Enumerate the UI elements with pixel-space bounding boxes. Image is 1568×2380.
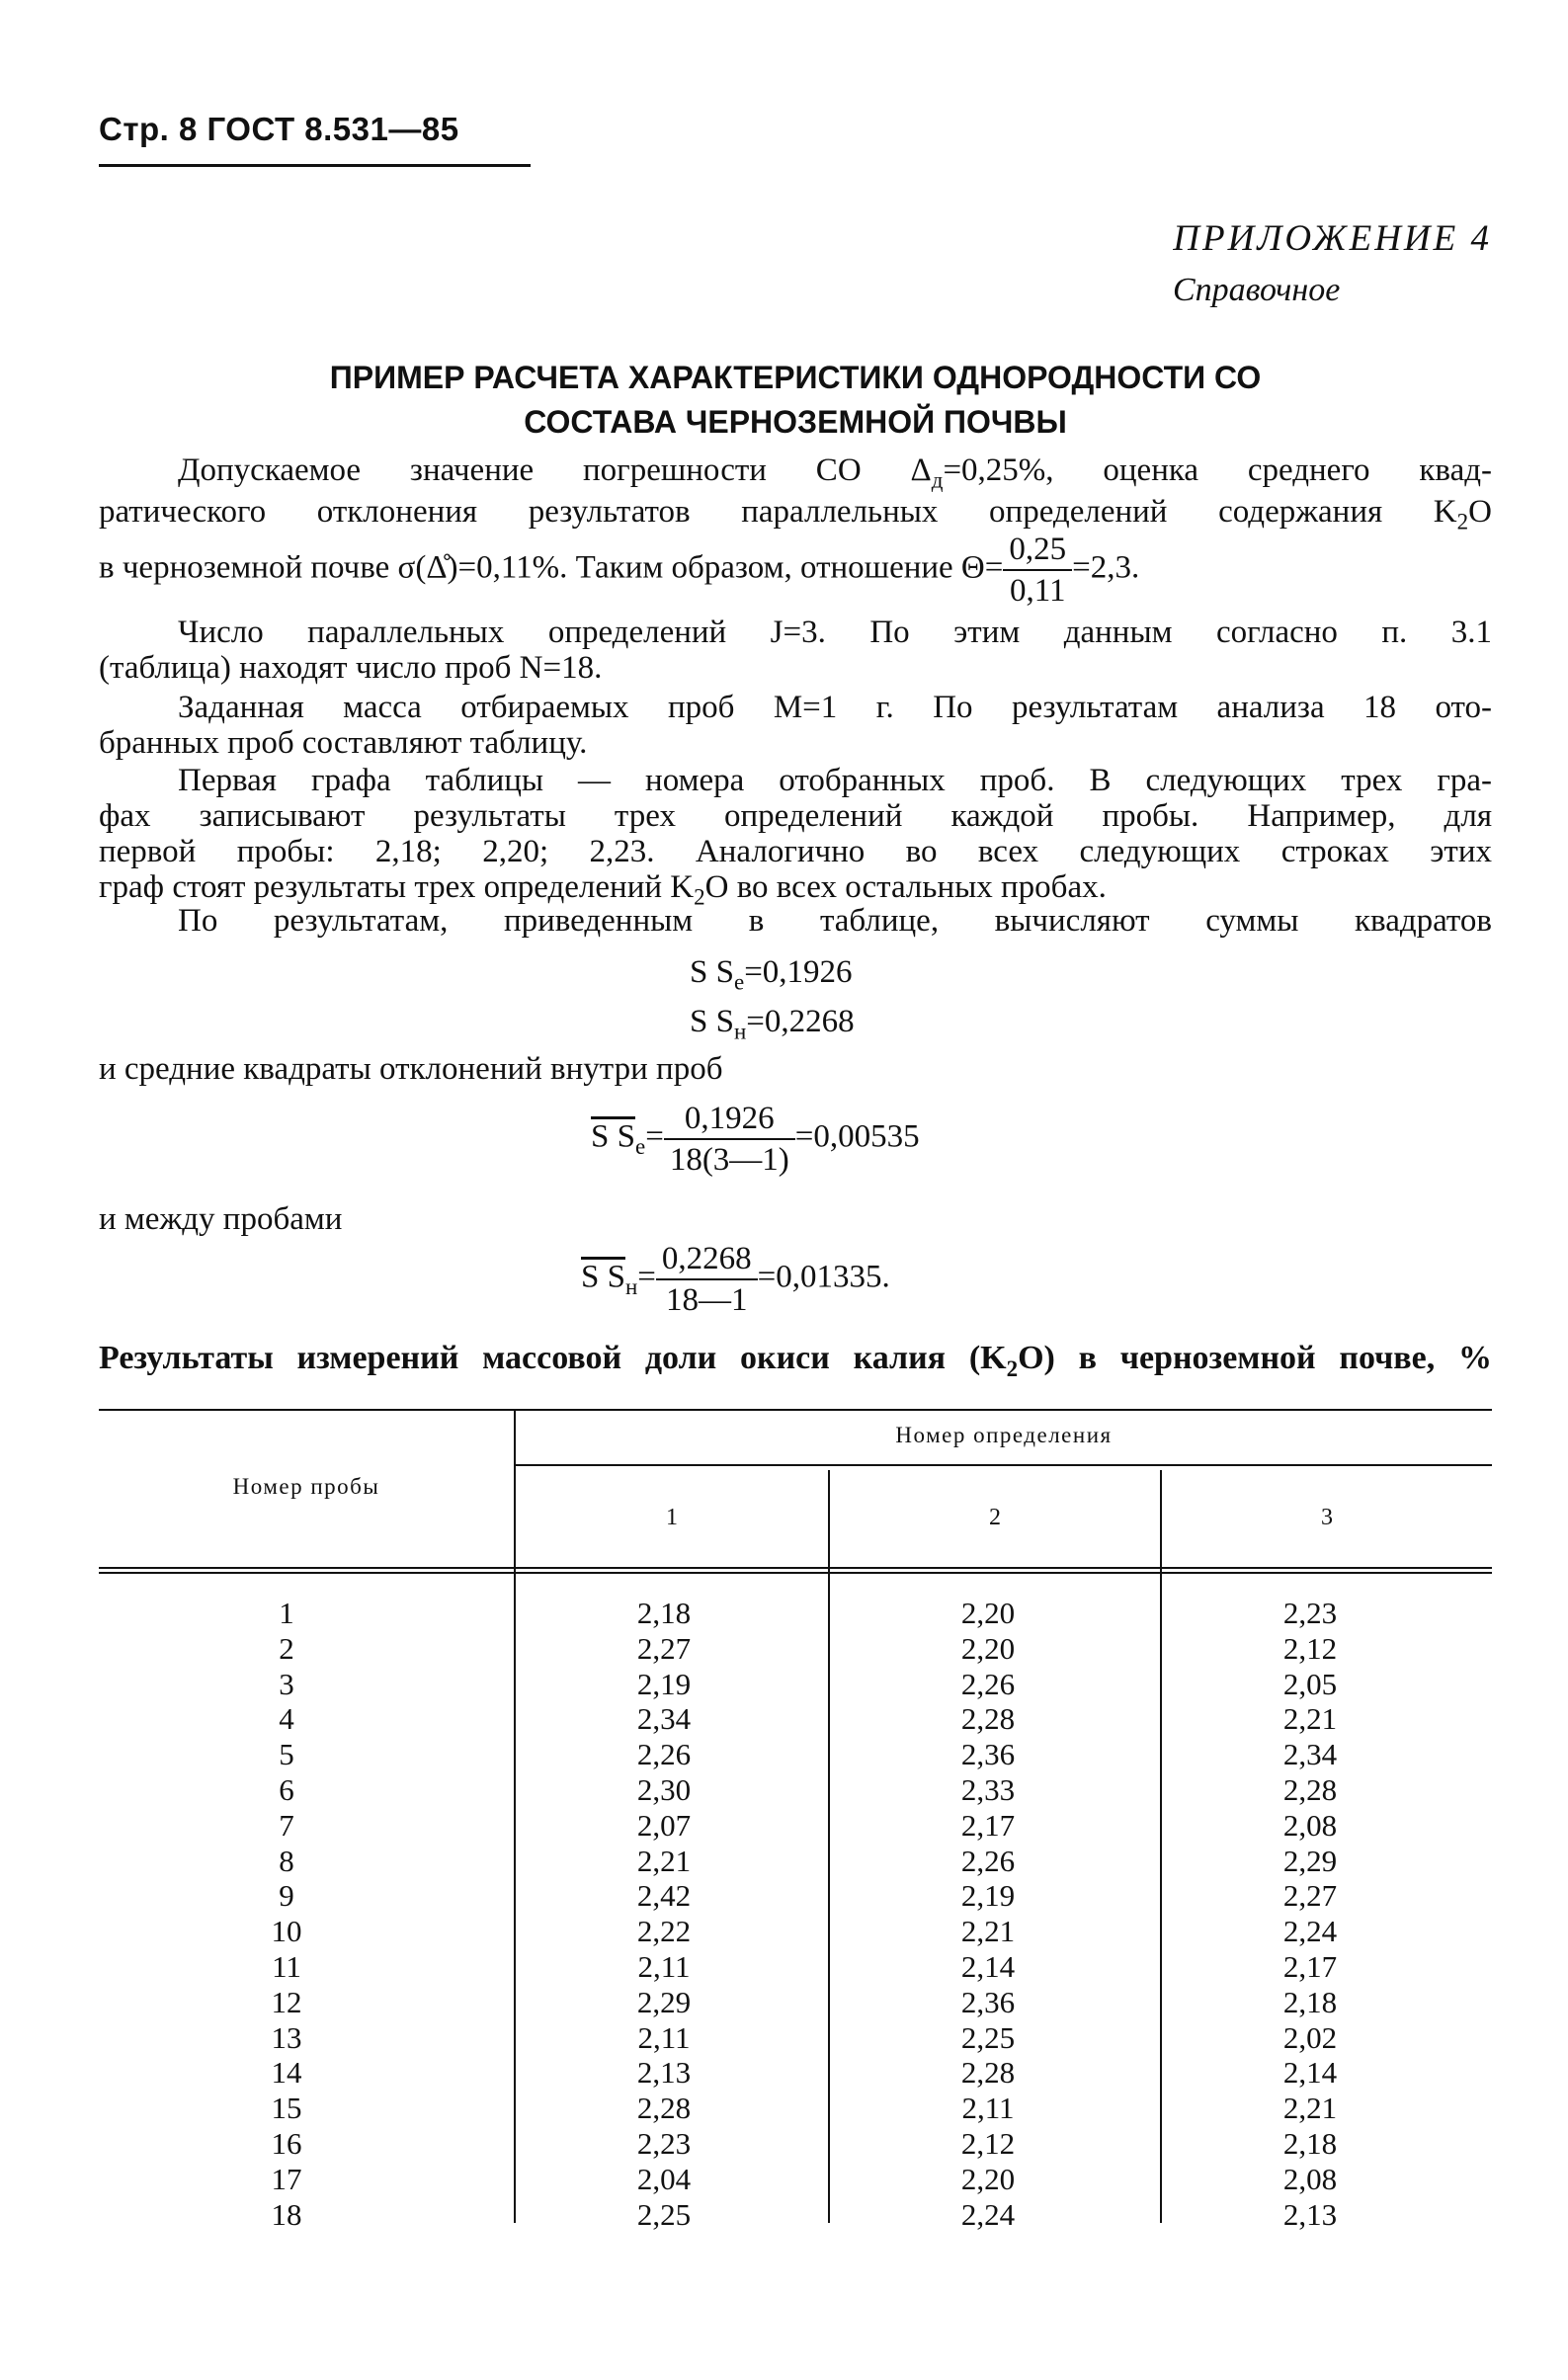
formula-sum-squares-e: S $S_e=0,1926$ [690, 954, 853, 995]
paragraph-2-line-2: (таблица) находят число проб N=18. [99, 650, 603, 686]
det-1-cell: 2,19 [636, 1666, 692, 1701]
det-3-cell: 2,14 [1282, 2055, 1338, 2091]
paragraph-1-line-3: в черноземной почве σ(Δ̊)=0,11%. Таким образом, отношение Θ= $\frac{0,25}{0,11}$ =2,3. [99, 532, 1140, 609]
sample-number-cell: 14 [271, 2055, 302, 2091]
paragraph-1-line-1: Допускаемое значение погрешности СО $\Delta_д=0,25\%$, оценка среднего квад- [178, 452, 1492, 493]
sample-number-cell: 16 [271, 2125, 302, 2161]
sample-number-cell: 1 [279, 1596, 294, 1630]
sample-number-cell: 15 [271, 2091, 302, 2126]
det-2-cell: 2,24 [960, 2196, 1016, 2232]
appendix-label: ПРИЛОЖЕНИЕ 4 [1173, 218, 1492, 259]
det-3-cell: 2,02 [1282, 2019, 1338, 2055]
sample-number-cell: 10 [271, 1914, 302, 1949]
sample-number-cell: 3 [279, 1666, 294, 1701]
mean-square-n-fraction: $\frac{0,2268}{18—1}$ [656, 1239, 758, 1320]
det-2-cell: 2,19 [960, 1878, 1016, 1914]
header-det-2: 2 [989, 1505, 1001, 1530]
det-1-cell: 2,34 [636, 1701, 692, 1737]
sample-number-cell: 5 [279, 1737, 294, 1772]
theta-fraction: $\frac{0,25}{0,11}$ [1003, 530, 1072, 611]
det-3-cell: 2,13 [1282, 2196, 1338, 2232]
det-2-cell: 2,26 [960, 1666, 1016, 1701]
det-2-cell: 2,11 [961, 2091, 1015, 2126]
det-2-cell: 2,20 [960, 1630, 1016, 1666]
paragraph-6: и средние квадраты отклонений внутри проб [99, 1051, 723, 1087]
paragraph-5-line-1: По результатам, приведенным в таблице, вычисляют суммы квадратов [178, 903, 1492, 939]
det-3-cell: 2,18 [1282, 1984, 1338, 2019]
det-2-cell: 2,21 [960, 1914, 1016, 1949]
sample-number-cell: 18 [271, 2196, 302, 2232]
paragraph-3-line-1: Заданная масса отбираемых проб M=1 г. По результатам анализа 18 ото- [178, 690, 1492, 725]
header-det-1: 1 [666, 1505, 678, 1530]
det-1-cell: 2,21 [636, 1843, 692, 1878]
det-1-cell: 2,28 [636, 2091, 692, 2126]
sample-number-cell: 6 [279, 1771, 294, 1807]
det-1-cell: 2,11 [637, 1948, 691, 1984]
column-sample-numbers [99, 1596, 474, 2232]
table-top-rule [99, 1409, 1492, 1411]
det-1-cell: 2,30 [636, 1771, 692, 1807]
det-3-cell: 2,08 [1282, 1807, 1338, 1843]
section-title [99, 356, 1492, 445]
det-2-cell: 2,12 [960, 2125, 1016, 2161]
det-1-cell: 2,11 [637, 2019, 691, 2055]
column-determination-2 [830, 1596, 1146, 2232]
mean-square-e-fraction: $\frac{0,1926}{18(3—1)}$ [664, 1099, 795, 1180]
sample-number-cell: 17 [271, 2161, 302, 2196]
document-page [99, 0, 1492, 2380]
det-3-cell: 2,21 [1282, 1701, 1338, 1737]
sample-number-cell: 4 [279, 1701, 294, 1737]
paragraph-4-line-3: первой пробы: 2,18; 2,20; 2,23. Аналогично во всех следующих строках этих [99, 834, 1492, 869]
det-1-cell: 2,22 [636, 1914, 692, 1949]
det-2-cell: 2,14 [960, 1948, 1016, 1984]
det-1-cell: 2,42 [636, 1878, 692, 1914]
table-group-rule [514, 1464, 1492, 1466]
sample-number-cell: 11 [272, 1948, 301, 1984]
paragraph-4-line-4: граф стоят результаты трех определений $K_2O$ во всех остальных пробах. [99, 869, 1107, 910]
table-caption: Результаты измерений массовой доли окиси калия $(K_2O)$ в черноземной почве, % [99, 1340, 1492, 1381]
det-2-cell: 2,33 [960, 1771, 1016, 1807]
table-header-rule-1 [99, 1567, 1492, 1569]
det-3-cell: 2,34 [1282, 1737, 1338, 1772]
header-sample-number: Номер пробы [232, 1474, 380, 1499]
formula-mean-square-e: S $S_e=$ $\frac{0,1926}{18(3—1)}$ =0,00535 [591, 1101, 920, 1178]
det-1-cell: 2,23 [636, 2125, 692, 2161]
det-3-cell: 2,29 [1282, 1843, 1338, 1878]
page-header: Стр. 8 ГОСТ 8.531—85 [99, 111, 459, 147]
det-3-cell: 2,12 [1282, 1630, 1338, 1666]
header-det-3: 3 [1321, 1505, 1333, 1530]
det-2-cell: 2,20 [960, 1596, 1016, 1630]
det-3-cell: 2,18 [1282, 2125, 1338, 2161]
det-1-cell: 2,04 [636, 2161, 692, 2196]
det-1-cell: 2,13 [636, 2055, 692, 2091]
det-2-cell: 2,36 [960, 1984, 1016, 2019]
det-2-cell: 2,28 [960, 1701, 1016, 1737]
column-determination-1 [516, 1596, 812, 2232]
sample-number-cell: 12 [271, 1984, 302, 2019]
sample-number-cell: 9 [279, 1878, 294, 1914]
paragraph-4-line-1: Первая графа таблицы — номера отобранных проб. В следующих трех гра- [178, 763, 1492, 798]
appendix-type: Справочное [1173, 272, 1341, 308]
det-1-cell: 2,26 [636, 1737, 692, 1772]
det-2-cell: 2,25 [960, 2019, 1016, 2055]
sample-number-cell: 8 [279, 1843, 294, 1878]
sample-number-cell: 7 [279, 1807, 294, 1843]
det-2-cell: 2,28 [960, 2055, 1016, 2091]
paragraph-4-line-2: фах записывают результаты трех определений каждой пробы. Например, для [99, 798, 1492, 834]
det-2-cell: 2,26 [960, 1843, 1016, 1878]
det-1-cell: 2,29 [636, 1984, 692, 2019]
det-3-cell: 2,24 [1282, 1914, 1338, 1949]
det-2-cell: 2,36 [960, 1737, 1016, 1772]
det-3-cell: 2,23 [1282, 1596, 1338, 1630]
section-title-line-1: ПРИМЕР РАСЧЕТА ХАРАКТЕРИСТИКИ ОДНОРОДНОСТИ СО [329, 360, 1262, 395]
results-table [99, 1403, 1492, 2232]
det-3-cell: 2,08 [1282, 2161, 1338, 2196]
det-3-cell: 2,28 [1282, 1771, 1338, 1807]
det-1-cell: 2,07 [636, 1807, 692, 1843]
paragraph-7: и между пробами [99, 1201, 343, 1237]
paragraph-1-line-2: ратического отклонения результатов параллельных определений содержания $K_2O$ [99, 494, 1492, 534]
paragraph-2-line-1: Число параллельных определений J=3. По этим данным согласно п. 3.1 [178, 615, 1492, 650]
header-determination-number: Номер определения [895, 1423, 1113, 1447]
det-1-cell: 2,27 [636, 1630, 692, 1666]
table-header-rule-2 [99, 1572, 1492, 1574]
sample-number-cell: 2 [279, 1630, 294, 1666]
det-3-cell: 2,05 [1282, 1666, 1338, 1701]
section-title-line-2: СОСТАВА ЧЕРНОЗЕМНОЙ ПОЧВЫ [524, 404, 1067, 440]
det-2-cell: 2,17 [960, 1807, 1016, 1843]
header-rule [99, 164, 531, 167]
det-3-cell: 2,21 [1282, 2091, 1338, 2126]
paragraph-3-line-2: бранных проб составляют таблицу. [99, 725, 588, 761]
det-3-cell: 2,27 [1282, 1878, 1338, 1914]
det-3-cell: 2,17 [1282, 1948, 1338, 1984]
det-2-cell: 2,20 [960, 2161, 1016, 2196]
column-determination-3 [1162, 1596, 1458, 2232]
formula-mean-square-n: S $S_н=$ $\frac{0,2268}{18—1}$ =0,01335. [581, 1241, 890, 1318]
formula-sum-squares-n: S $S_н=0,2268$ [690, 1004, 855, 1044]
det-1-cell: 2,25 [636, 2196, 692, 2232]
sample-number-cell: 13 [271, 2019, 302, 2055]
det-1-cell: 2,18 [636, 1596, 692, 1630]
